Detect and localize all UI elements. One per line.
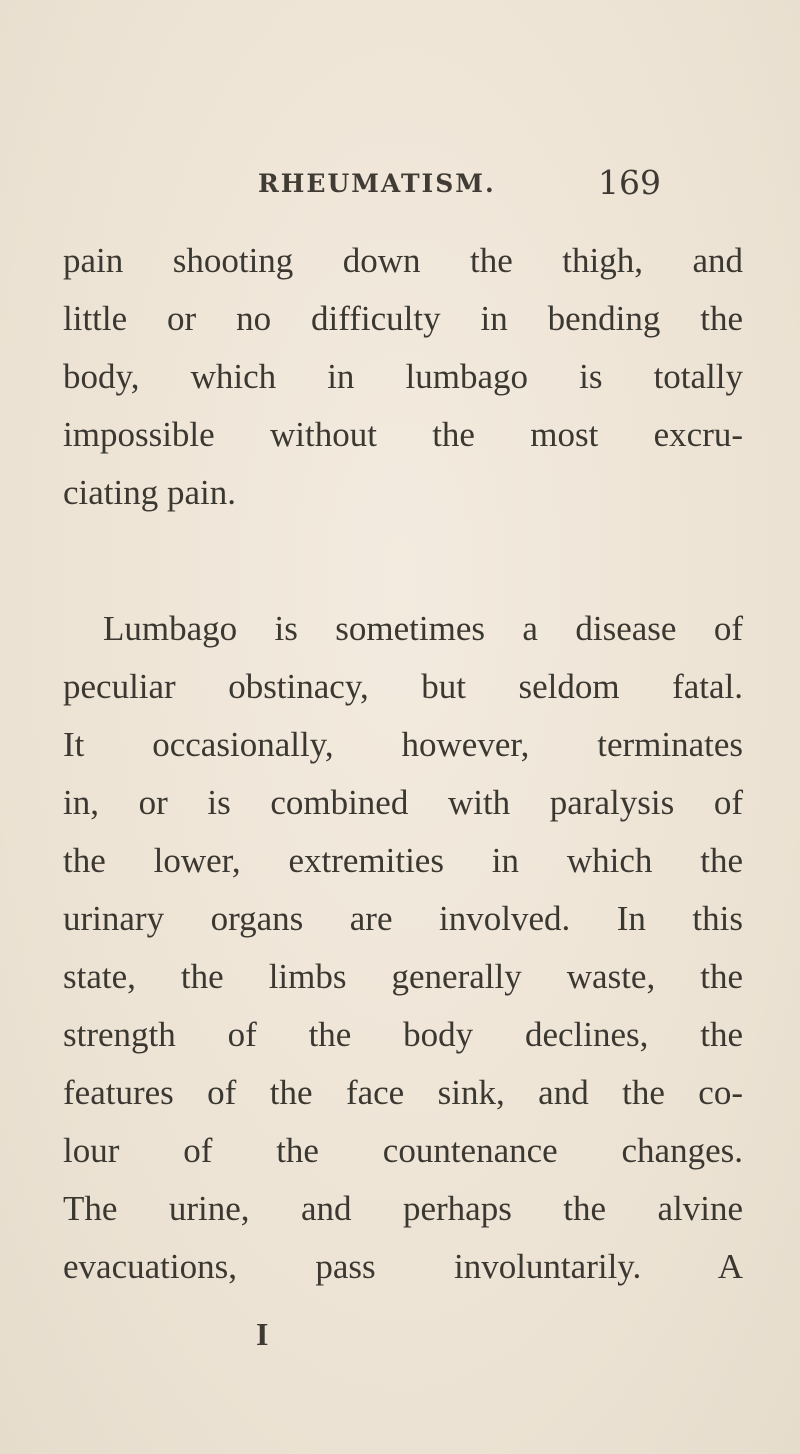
body-text <box>63 232 743 1296</box>
text-line: features of the face sink, and the co- <box>63 1073 743 1112</box>
running-head: RHEUMATISM. <box>258 169 496 198</box>
page-number: 169 <box>598 163 661 202</box>
text-line: ciating pain. <box>63 473 237 512</box>
text-line: impossible without the most excru- <box>63 415 743 454</box>
page-header <box>0 165 800 205</box>
text-line: Lumbago is sometimes a disease of <box>103 609 743 648</box>
text-line: lour of the countenance changes. <box>63 1131 743 1170</box>
text-line: peculiar obstinacy, but seldom fatal. <box>63 667 743 706</box>
text-line: The urine, and perhaps the alvine <box>63 1189 743 1228</box>
text-line: body, which in lumbago is totally <box>63 357 743 396</box>
text-line: evacuations, pass involuntarily. A <box>63 1247 743 1286</box>
paragraph-gap <box>63 522 743 600</box>
text-line: state, the limbs generally waste, the <box>63 957 743 996</box>
text-line: in, or is combined with paralysis of <box>63 783 743 822</box>
text-line: pain shooting down the thigh, and <box>63 241 743 280</box>
text-line: urinary organs are involved. In this <box>63 899 743 938</box>
signature-mark: I <box>256 1316 269 1352</box>
text-line: It occasionally, however, terminates <box>63 725 743 764</box>
text-line: little or no difficulty in bending the <box>63 299 743 338</box>
text-line: the lower, extremities in which the <box>63 841 743 880</box>
text-line: strength of the body declines, the <box>63 1015 743 1054</box>
